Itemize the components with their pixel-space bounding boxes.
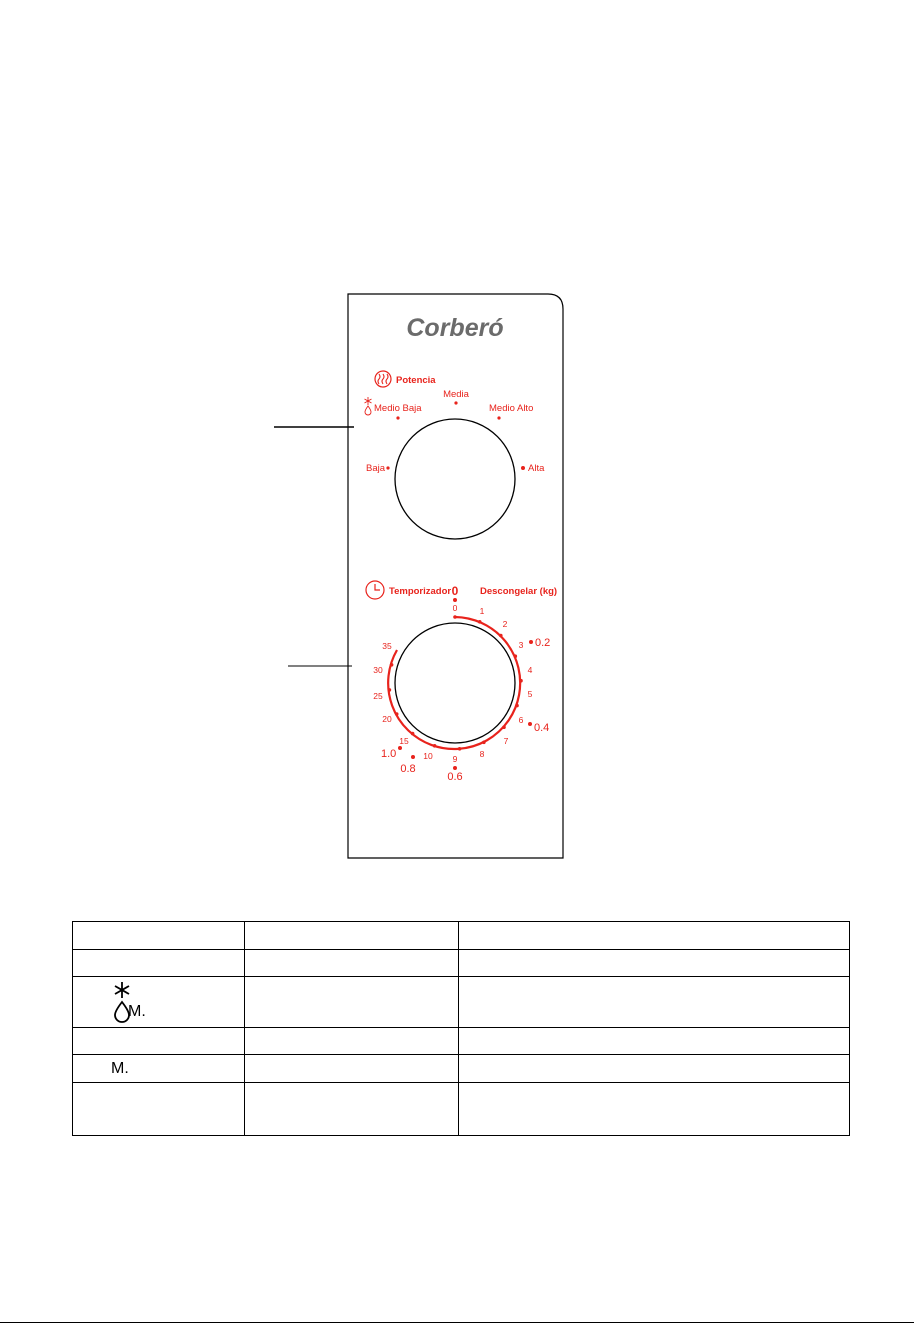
table-cell [245,1028,459,1055]
table-cell [459,950,850,977]
minute-label-6: 6 [518,715,524,725]
timer-scale-tick [453,615,457,619]
table-row [73,1055,850,1083]
timer-zero-dot [453,598,457,602]
weight-dot-0.6 [453,766,457,770]
table-row [73,950,850,977]
minute-label-0: 0 [452,603,458,613]
timer-dial-title: Temporizador [389,586,452,597]
power-mark-baja [386,466,389,469]
minute-label-25: 25 [373,691,383,701]
timer-scale-tick [502,725,506,729]
power-mark-alta [521,466,525,470]
power-knob[interactable] [395,419,515,539]
weight-label-0.2: 0.2 [535,637,551,649]
minute-label-20: 20 [382,714,392,724]
table-cell [245,977,459,1028]
power-mark-medio-alto [497,416,500,419]
power-label-alta: Alta [528,463,545,474]
power-label-media: Media [443,389,469,400]
weight-dot-1.0 [398,746,402,750]
timer-scale-tick [458,747,462,751]
power-mark-medio-baja [396,416,399,419]
timer-knob[interactable] [395,623,515,743]
power-label-medio-alto: Medio Alto [489,403,534,414]
minute-label-7: 7 [503,736,509,746]
timer-scale-tick [514,654,518,658]
table-row [73,1083,850,1136]
table-cell [73,1055,245,1083]
timer-scale-tick [478,620,482,624]
timer-zero-large: 0 [451,584,459,598]
timer-scale-tick [388,688,392,692]
weight-dot-0.8 [411,755,415,759]
clock-icon [366,581,384,599]
table-cell [73,1083,245,1136]
timer-scale-tick [519,679,523,683]
table-cell-label: M. [111,1059,129,1077]
weight-label-0.6: 0.6 [447,771,463,783]
table-cell [73,1028,245,1055]
table-cell [73,950,245,977]
timer-scale-tick [515,704,519,708]
settings-table [72,921,850,1136]
power-mark-media [454,401,457,404]
brand-logo: Corberó [406,314,504,342]
table-cell [245,950,459,977]
minute-label-4: 4 [527,665,533,675]
minute-label-8: 8 [479,749,485,759]
table-cell [459,1028,850,1055]
timer-scale-tick [433,744,437,748]
power-label-medio-baja: Medio Baja [374,403,422,414]
minute-label-5: 5 [527,689,533,699]
table-row [73,1028,850,1055]
weight-label-1.0: 1.0 [381,748,397,760]
table-cell [73,977,245,1028]
minute-label-30: 30 [373,665,383,675]
table-cell [459,1083,850,1136]
minute-label-9: 9 [452,754,458,764]
minute-label-15: 15 [399,736,409,746]
minute-label-35: 35 [382,641,392,651]
table-cell [459,1055,850,1083]
minute-label-1: 1 [479,606,485,616]
weight-label-0.4: 0.4 [534,722,550,734]
weight-label-0.8: 0.8 [400,763,416,775]
table-row [73,922,850,950]
microwave-waves-icon [375,371,391,387]
minute-label-3: 3 [518,640,524,650]
timer-scale-tick [499,634,503,638]
timer-scale-tick [411,732,415,736]
defrost-title: Descongelar (kg) [480,586,558,597]
timer-scale-tick [395,712,399,716]
power-label-baja: Baja [365,463,385,474]
weight-dot-0.4 [528,722,532,726]
table-cell [245,1083,459,1136]
table-cell [459,977,850,1028]
defrost-snowflake-drop-icon [365,397,372,415]
table-cell [245,1055,459,1083]
minute-label-10: 10 [423,751,433,761]
minute-label-2: 2 [502,619,508,629]
timer-scale-tick [390,663,394,667]
table-cell [73,922,245,950]
page-bottom-rule [0,1322,914,1323]
table-row [73,977,850,1028]
power-dial-title: Potencia [396,375,436,386]
table-cell-label: M. [128,1002,146,1020]
weight-dot-0.2 [529,640,533,644]
table-cell [245,922,459,950]
table-cell [459,922,850,950]
timer-scale-tick [482,741,486,745]
